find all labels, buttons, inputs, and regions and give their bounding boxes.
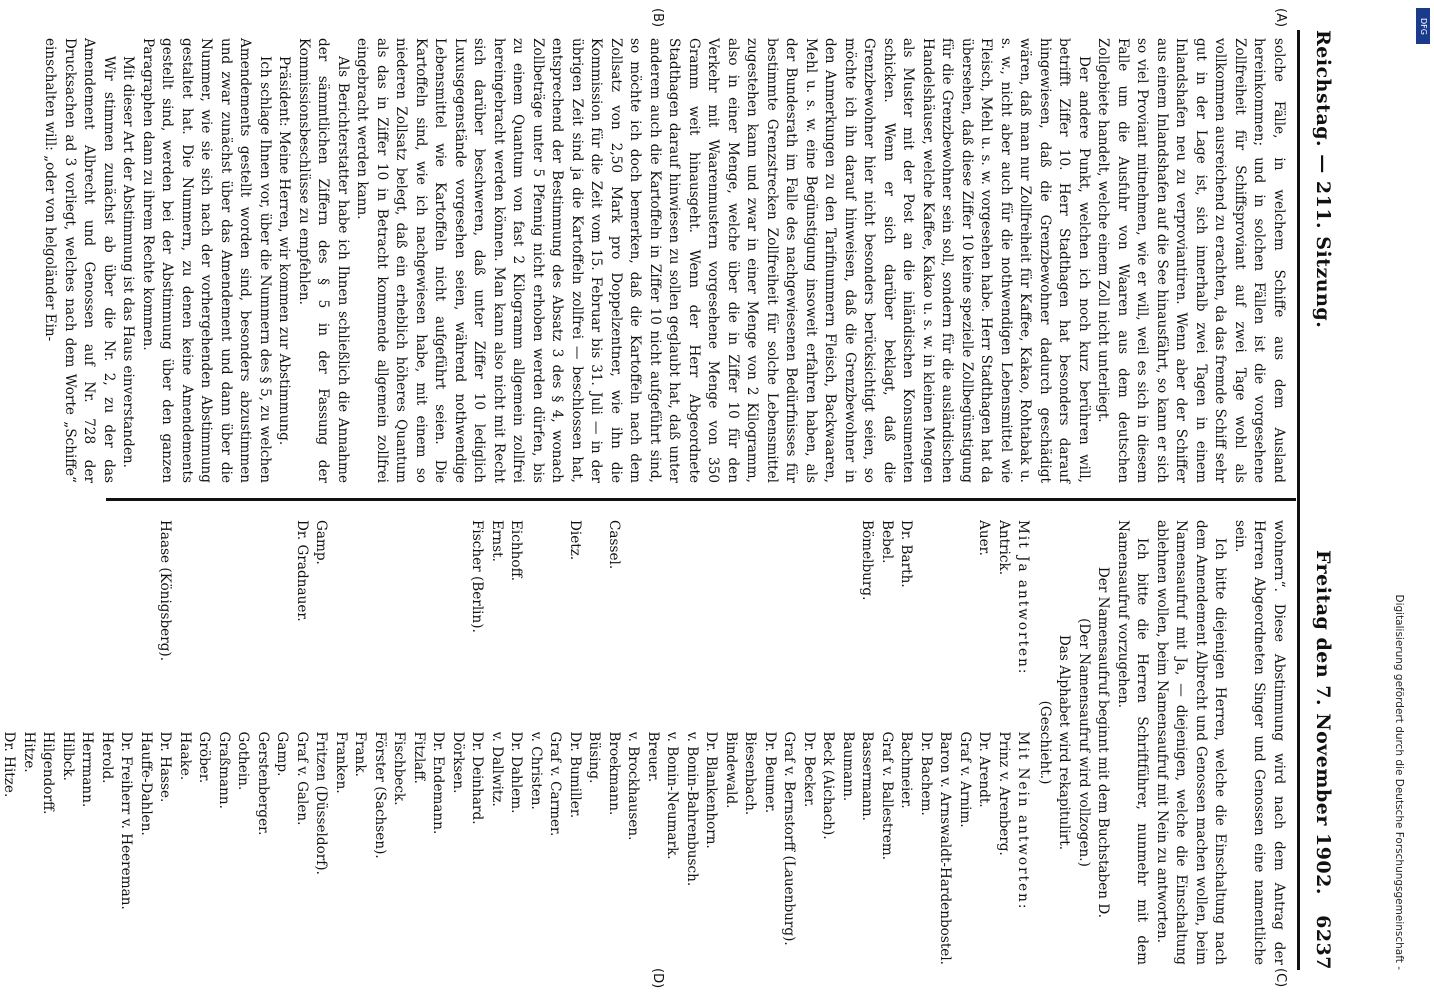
paragraph: Wir stimmen zunächst ab über die Nr. 2, zu der das Amendement Albrecht und Genossen auf Nr. 728 der Drucksachen ad 3 vorliegt, welches nach dem Worte „Schiffe“ einschalten will: „oder von helgoländer Ein-	[42, 38, 117, 483]
nein-heading: Mit Nein antworten:	[1015, 731, 1032, 911]
left-column	[40, 38, 1288, 483]
nein-voter: Dr. Hasse.	[157, 731, 174, 803]
ja-voter	[526, 520, 546, 724]
nein-voter: v. Brockhausen.	[625, 731, 642, 841]
paragraph: (Der Namensaufruf wird vollzogen.)	[1076, 618, 1092, 867]
nein-voter: Bassermann.	[859, 731, 876, 821]
nein-voter: Bindewald.	[723, 731, 739, 809]
nein-voter: Dr. Dahlem.	[508, 731, 525, 814]
ja-voter	[740, 520, 760, 724]
nein-voter: Dr. Endemann.	[430, 731, 447, 835]
margin-mark-c: (C)	[1273, 968, 1288, 988]
nein-voter: Dr. Hitze.	[1, 731, 18, 798]
header-center: Freitag den 7. November 1902.	[1312, 550, 1334, 895]
nein-voter: Fritzen (Düsseldorf).	[313, 731, 330, 875]
header-left: Reichstag. — 211. Sitzung.	[1312, 30, 1334, 329]
header-rule	[1297, 30, 1300, 970]
dfg-logo: DFG	[1416, 8, 1430, 44]
nein-voter: Baumann.	[840, 731, 856, 802]
vote-lists	[0, 520, 1033, 965]
ja-voter	[233, 520, 253, 724]
paragraph: wohnern“. Diese Abstimmung wird nach dem Antrag der Herren Abgeordneten Singer und Genossen eine namentliche sein.	[1232, 520, 1287, 965]
ja-voter	[194, 520, 214, 724]
paragraph: Ich bitte diejenigen Herren, welche die Einschaltung nach dem Amendement Albrecht und Genossen machen wollen, beim Namensaufruf mit Ja, — diejenigen, welche die Einschaltung ablehnen wollen, beim Namensaufruf mit Nein zu antworten.	[1154, 520, 1229, 965]
ja-voter	[389, 520, 409, 724]
ja-voter: Ernst.	[489, 520, 505, 562]
ja-voter	[818, 520, 838, 724]
nein-voter: Dr. Bumiller.	[567, 731, 583, 819]
ja-voter	[545, 520, 565, 724]
nein-voter: Graf v. Ballestrem.	[879, 731, 895, 861]
ja-voter	[253, 520, 273, 724]
ja-voter	[838, 520, 858, 724]
nein-voter: Dr. Bachem.	[918, 731, 934, 816]
nein-voter: Biesenbach.	[742, 731, 759, 816]
nein-list	[0, 732, 1033, 965]
ja-voter	[955, 520, 975, 724]
nein-voter: v. Bonin-Bahrenbusch.	[684, 731, 700, 887]
ja-voter	[935, 520, 955, 724]
nein-voter: Broekmann.	[606, 731, 622, 816]
ja-voter	[799, 520, 819, 724]
ja-voter	[409, 520, 429, 724]
ja-voter	[662, 520, 682, 724]
ja-voter	[916, 520, 936, 724]
nein-voter: Herrmann.	[79, 731, 96, 808]
column-divider	[106, 498, 1296, 501]
paragraph: solche Fälle, in welchem Schiffe aus dem Ausland hereinkommen; und in solchen Fällen ist die vorgesehene Zollfreiheit für Schiffsproviant auf zwei Tage wohl als vollkommen ausreichend zu erachten, da das fremde Schiff sehr gut in der Lage ist, sich innerhalb zwei Tagen in einem Inlandshafen neu zu verproviantiren. Wenn aber der Schiffer aus einem Inlandshafen auf die See hinausfährt, so kann er sich so viel Proviant mitnehmen, wie er will, weil es sich in diesem Falle um die Ausfuhr von Waaren aus dem deutschen Zollgebiete handelt, welche einem Zoll nicht unterliegt.	[1095, 38, 1287, 483]
nein-voter: Fischbeck.	[391, 731, 408, 806]
nein-voter: Förster (Sachsen).	[372, 731, 388, 859]
paragraph: Der andere Punkt, welchen ich noch kurz berühren will, betrifft Ziffer 10. Herr Stadthagen hat besonders darauf hingewiesen, daß die Grenzbewohner dadurch geschädigt wären, daß man nur Zollfreiheit für Kaffee, Kakao, Rohtabak u. s. w., nicht aber auch für die nothwendigen Lebensmittel wie Fleisch, Mehl u. s. w. vorgesehen habe. Herr Stadthagen hat da übersehen, daß diese Ziffer 10 keine spezielle Zollbegünstigung für die Grenzbewohner sein soll, sondern für die ausländischen Handelshäuser, welche Kaffee, Kakao u. s. w. in kleinen Mengen als Muster mit der Post an die inländischen Konsumenten schicken. Wenn er sich darüber beklagt, daß die Grenzbewohner hier nicht besonders berücksichtigt seien, so möchte ich ihn darauf hinweisen, daß die Grenzbewohner in den Anmerkungen zu den Tarifnummern Fleisch, Backwaaren, Mehl u. s. w. eine Begünstigung insoweit erfahren haben, als der Bundesrath im Falle des nachgewiesenen Bedürfnisses für bestimmte Grenzstrecken Zollfreiheit für solche Lebensmittel zugestehen kann und zwar in einer Menge von 2 Kilogramm, also in einer Menge, welche über die in Ziffer 10 für den Verkehr mit Waarenmustern vorgesehene Menge von 350 Gramm weit hinausgeht. Wenn der Herr Abgeordnete Stadthagen darauf hinwiesen zu sollen geglaubt hat, daß unter anderem auch die Kartoffeln in Ziffer 10 nicht aufgeführt sind, so möchte ich doch bemerken, daß die Kartoffeln nach dem Zollsatz von 2,50 Mark pro Doppelzentner, wie ihn die Kommission für die Zeit vom 15. Februar bis 31. Juli — in der übrigen Zeit sind ja die Kartoffeln zollfrei — beschlossen hat, entsprechend der Bestimmung des Absatz 3 des § 4, wonach Zollbeträge unter 5 Pfennig nicht erhoben werden dürfen, bis zu einem Quantum von fast 2 Kilogramm allgemein zollfrei hereingebracht werden können. Man kann also nicht mit Recht sich darüber beschweren, daß unter Ziffer 10 lediglich Luxusgegenstände vorgesehen seien, während nothwendige Lebensmittel wie Kartoffeln nicht aufgeführt seien. Die Kartoffeln sind, wie ich nachgewiesen habe, mit einem so niederen Zollsatz belegt, daß ein erheblich höheres Quantum als das in Ziffer 10 in Betracht kommende allgemein zollfrei eingebracht werden kann.	[354, 38, 1092, 483]
nein-voter: Dr. Freiherr v. Heereman.	[118, 731, 135, 910]
ja-voter: Haase (Königsberg).	[157, 520, 174, 662]
ja-voter: Fischer (Berlin).	[469, 520, 486, 633]
paragraph: (Geschieht.)	[1037, 700, 1053, 785]
ja-voter: Antrick.	[996, 520, 1012, 576]
margin-mark-a: (A)	[1273, 8, 1288, 28]
ja-voter: Cassel.	[606, 520, 622, 570]
margin-mark-b: (B)	[650, 8, 665, 28]
margin-mark-d: (D)	[650, 968, 665, 989]
paragraph: Als Berichterstatter habe ich Ihnen schließlich die Annahme der sämmtlichen Ziffern des § 5 in der Fassung der Kommissionsbeschlüsse zu empfehlen.	[296, 38, 351, 483]
nein-voter: Fitzlaff.	[411, 731, 427, 784]
ja-voter	[721, 520, 741, 724]
paragraph: Präsident: Meine Herren, wir kommen zur Abstimmung.	[276, 56, 293, 446]
nein-voter: Gothein.	[235, 731, 252, 791]
ja-voter: Bebel.	[879, 520, 895, 564]
ja-voter: Dietz.	[567, 520, 583, 561]
nein-voter: Baron v. Arnswaldt-Hardenbostel.	[937, 731, 954, 965]
paragraph: Ich schlage Ihnen vor, über die Nummern des § 5, zu welchen Amendements gestellt worden sind, besonders abzustimmen und zwar zunächst über das Amendement und dann über die Nummer, wie sie sich nach der vorhergehenden Abstimmung gestaltet hat. Die Nummern, zu denen keine Amendements gestellt sind, werden bei der Abstimmung über den ganzen Paragraphen dann zu ihrem Rechte kommen.	[140, 38, 273, 483]
ja-voter	[350, 520, 370, 724]
nein-voter: Franken.	[333, 731, 349, 794]
ja-voter: Dr. Gradnauer.	[294, 520, 310, 622]
paragraph: Der Namensaufruf beginnt mit dem Buchstaben D.	[1095, 566, 1112, 919]
page-number: 6237	[1312, 915, 1334, 970]
ja-voter: Bömelburg.	[859, 520, 876, 601]
nein-voter: Beck (Aichach).	[820, 731, 837, 840]
ja-voter	[584, 520, 604, 724]
paragraph: Ich bitte die Herren Schriftführer, nunmehr mit dem Namensaufruf vorzugehen.	[1115, 520, 1151, 965]
nein-voter: Herold.	[99, 731, 115, 784]
ja-voter	[779, 520, 799, 724]
ja-voter	[760, 520, 780, 724]
ja-heading: Mit Ja antworten:	[1015, 520, 1032, 676]
nein-voter: Dr. Arendt.	[976, 731, 993, 808]
newspaper-page	[1, 0, 1380, 1000]
ja-voter	[623, 520, 643, 724]
nein-voter: Graf v. Galen.	[294, 731, 310, 826]
ja-voter	[370, 520, 390, 724]
nein-voter: Graf v. Arnim.	[957, 731, 973, 828]
ja-voter	[682, 520, 702, 724]
ja-voter	[701, 520, 721, 724]
ja-voter	[272, 520, 292, 724]
nein-voter: Hauffe-Dahlen.	[138, 731, 154, 836]
ja-voter	[643, 520, 663, 724]
nein-voter: v. Christen.	[528, 731, 544, 810]
nein-voter: Gröber.	[196, 731, 213, 784]
ja-voter: Gamp.	[313, 520, 330, 565]
nein-voter: Hitze.	[21, 731, 37, 773]
nein-voter: Hilbck.	[60, 731, 76, 781]
nein-voter: Breuer.	[645, 731, 661, 783]
nein-voter: Dr. Deinhard.	[469, 731, 486, 825]
ja-voter	[175, 520, 195, 724]
paragraph: Mit dieser Art der Abstimmung ist das Haus einverstanden.	[120, 56, 137, 468]
nein-voter: v. Dallwitz.	[489, 731, 505, 807]
paragraph: Das Alphabet wird rekapitulirt.	[1056, 634, 1073, 851]
ja-list	[0, 520, 1033, 724]
nein-voter: Hilgendorff.	[40, 731, 57, 815]
ja-voter	[428, 520, 448, 724]
ja-voter	[331, 520, 351, 724]
nein-voter: Gerstenberger.	[255, 731, 271, 836]
page-header	[1302, 30, 1338, 970]
nein-voter: Büsing.	[586, 731, 603, 784]
ja-voter	[448, 520, 468, 724]
nein-voter: Frank.	[352, 731, 369, 777]
nein-voter: Dr. Blankenhorn.	[703, 731, 720, 849]
nein-voter: Graf v. Carmer.	[547, 731, 564, 837]
right-column	[0, 520, 1288, 965]
nein-voter: Dr. Becker.	[801, 731, 817, 808]
nein-voter: Dr. Beumer.	[762, 731, 778, 814]
ja-voter	[214, 520, 234, 724]
nein-voter: Prinz v. Arenberg.	[996, 731, 1012, 856]
nein-voter: Graf v. Bernstorff (Lauenburg).	[781, 731, 798, 946]
nein-voter: Dörksen.	[450, 731, 466, 794]
nein-voter: Haake.	[177, 731, 193, 781]
digitization-credit: Digitalisierung gefördert durch die Deutsche Forschungsgemeinschaft -	[1393, 594, 1405, 970]
nein-voter: Gamp.	[274, 731, 291, 777]
nein-voter: v. Bonin-Neumark.	[664, 731, 681, 860]
nein-voter: Graßmann.	[216, 731, 232, 809]
ja-voter: Eichhoff.	[508, 520, 525, 582]
ja-voter: Dr. Barth.	[898, 520, 915, 588]
nein-voter: Bachmeier.	[898, 731, 915, 809]
ja-voter: Auer.	[976, 520, 993, 556]
